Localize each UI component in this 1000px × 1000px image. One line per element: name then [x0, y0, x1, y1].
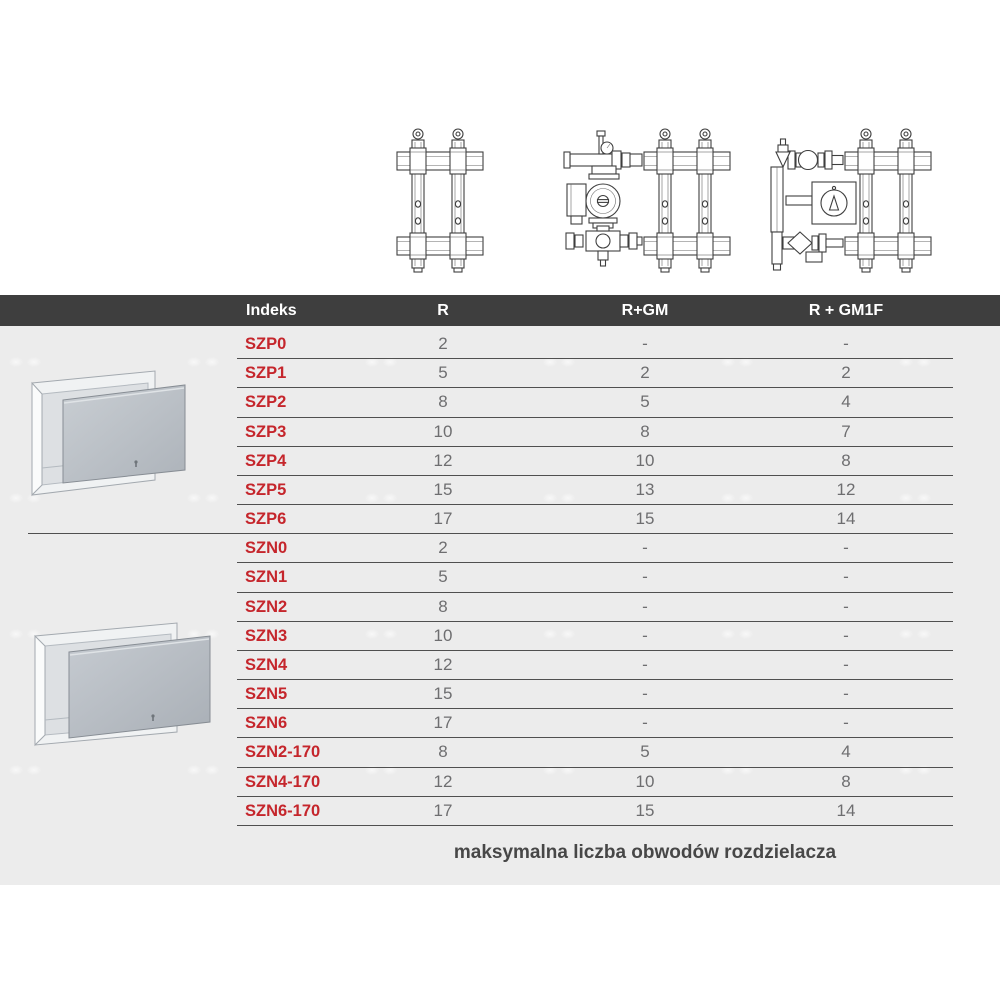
spec-table-rows	[237, 330, 953, 826]
table-row	[237, 534, 953, 563]
value-cell: -	[843, 567, 849, 587]
value-cell: 15	[635, 800, 655, 820]
table-row	[237, 797, 953, 826]
value-cell: -	[642, 567, 648, 587]
value-cell: 15	[433, 479, 453, 499]
index-cell: SZP1	[245, 364, 287, 383]
value-cell: -	[642, 538, 648, 558]
index-cell: SZN3	[245, 626, 288, 645]
value-cell: -	[642, 334, 648, 353]
index-cell: SZN2-170	[245, 743, 321, 762]
pump-group-icon	[564, 131, 642, 266]
value-cell: 12	[433, 771, 453, 791]
table-row	[237, 447, 953, 476]
value-cell: -	[843, 596, 849, 616]
table-row	[237, 476, 953, 505]
table-row	[237, 330, 953, 359]
group-divider-line	[28, 533, 238, 534]
value-cell: 2	[438, 334, 448, 353]
value-cell: -	[642, 684, 648, 704]
value-cell: 12	[433, 654, 453, 674]
value-cell: 5	[438, 363, 448, 383]
value-cell: 2	[640, 363, 650, 383]
index-cell: SZN5	[245, 685, 288, 704]
value-cell: -	[843, 654, 849, 674]
value-cell: 10	[433, 421, 453, 441]
value-cell: 12	[836, 479, 856, 499]
value-cell: 8	[438, 596, 448, 616]
value-cell: -	[843, 625, 849, 645]
value-cell: 8	[841, 771, 851, 791]
value-cell: 4	[841, 392, 851, 412]
value-cell: 5	[640, 742, 650, 762]
table-row	[237, 388, 953, 417]
value-cell: 2	[841, 363, 851, 383]
value-cell: 14	[836, 509, 856, 529]
index-cell: SZN2	[245, 597, 288, 616]
value-cell: -	[642, 654, 648, 674]
table-row	[237, 563, 953, 592]
flush-mounted-cabinet-szp-image	[20, 358, 190, 511]
value-cell: 13	[635, 479, 655, 499]
manifold-frame-diagram	[395, 124, 485, 281]
index-cell: SZN4	[245, 655, 288, 674]
value-cell: 15	[433, 684, 453, 704]
value-cell: 14	[836, 800, 856, 820]
table-row	[237, 505, 953, 534]
value-cell: 2	[438, 538, 448, 558]
index-cell: SZP4	[245, 451, 287, 470]
value-cell: 17	[433, 509, 453, 529]
column-header-r: R	[437, 302, 449, 319]
value-cell: 4	[841, 742, 851, 762]
index-cell: SZN4-170	[245, 772, 321, 791]
flush-mounted-cabinet-szn-image	[25, 612, 220, 762]
table-row	[237, 709, 953, 738]
value-cell: 15	[635, 509, 655, 529]
column-header-r-gm1f: R + GM1F	[808, 302, 884, 319]
value-cell: -	[843, 684, 849, 704]
index-cell: SZN6-170	[245, 801, 321, 820]
value-cell: 7	[841, 421, 851, 441]
index-cell: SZN1	[245, 568, 288, 587]
value-cell: 8	[438, 742, 448, 762]
value-cell: -	[843, 334, 849, 353]
manifold-with-mixing-pump-group-diagram	[748, 124, 933, 281]
value-cell: 17	[433, 713, 453, 733]
manifold-with-pump-group-diagram	[552, 124, 732, 281]
value-cell: 10	[635, 771, 655, 791]
table-row	[237, 651, 953, 680]
table-row	[237, 593, 953, 622]
value-cell: 12	[433, 450, 453, 470]
value-cell: -	[843, 538, 849, 558]
value-cell: -	[642, 596, 648, 616]
table-header	[0, 295, 1000, 326]
index-cell: SZP2	[245, 393, 287, 412]
value-cell: 10	[635, 450, 655, 470]
table-caption: maksymalna liczba obwodów rozdzielacza	[453, 842, 837, 863]
value-cell: 5	[438, 567, 448, 587]
value-cell: 8	[841, 450, 851, 470]
index-cell: SZN0	[245, 539, 288, 558]
table-row	[237, 768, 953, 797]
index-cell: SZP6	[245, 510, 287, 529]
table-row	[237, 418, 953, 447]
mixing-pump-group-icon	[771, 139, 856, 270]
index-cell: SZP3	[245, 422, 287, 441]
value-cell: 17	[433, 800, 453, 820]
index-cell: SZP5	[245, 480, 287, 499]
value-cell: -	[642, 713, 648, 733]
value-cell: 8	[438, 392, 448, 412]
value-cell: 5	[640, 392, 650, 412]
value-cell: -	[642, 625, 648, 645]
value-cell: 8	[640, 421, 650, 441]
column-header-r-gm: R+GM	[621, 302, 669, 319]
table-row	[237, 738, 953, 767]
table-row	[237, 680, 953, 709]
value-cell: -	[843, 713, 849, 733]
index-cell: SZP0	[245, 335, 287, 353]
column-header-indeks: Indeks	[246, 302, 297, 319]
index-cell: SZN6	[245, 714, 288, 733]
table-row	[237, 622, 953, 651]
table-row	[237, 359, 953, 388]
value-cell: 10	[433, 625, 453, 645]
